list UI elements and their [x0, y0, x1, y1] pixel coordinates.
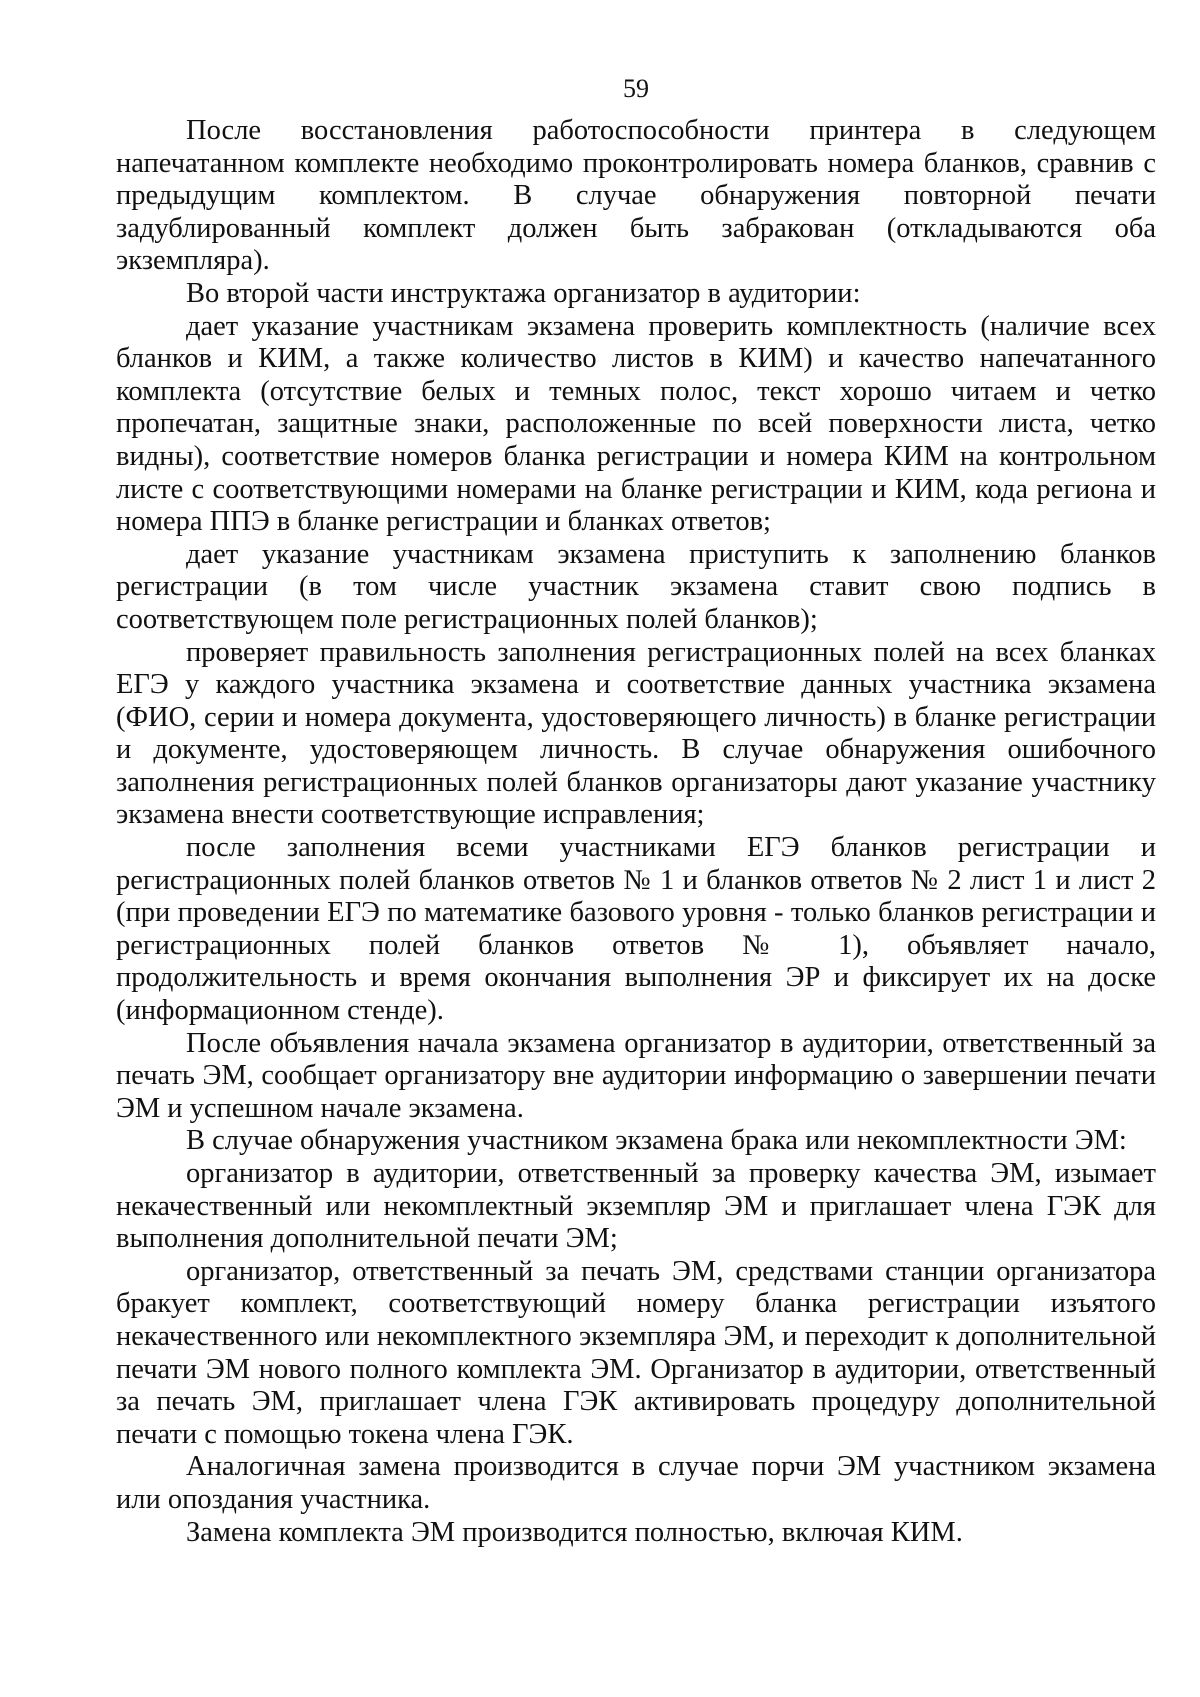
paragraph-verify-fields: проверяет правильность заполнения регистрационных полей на всех бланках ЕГЭ у каждого участника экзамена и соответствие данных участника экзамена (ФИО, серии и номера документа, удостоверяющего личность) в бланке регистрации и документе, удостоверяющем личность. В случае обнаружения ошибочного заполнения регистрационных полей бланков организаторы дают указание участнику экзамена внести соответствующие исправления; — [116, 636, 1156, 831]
paragraph-fill-registration: дает указание участникам экзамена приступить к заполнению бланков регистрации (в том числе участник экзамена ставит свою подпись в соответствующем поле регистрационных полей бланков); — [116, 538, 1156, 635]
paragraph-announce-start: после заполнения всеми участниками ЕГЭ бланков регистрации и регистрационных полей бланков ответов № 1 и бланков ответов № 2 лист 1 и лист 2 (при проведении ЕГЭ по математике базового уровня - только бланков регистрации и регистрационных полей бланков ответов № 1), объявляет начало, продолжительность и время окончания выполнения ЭР и фиксирует их на доске (информационном стенде). — [116, 832, 1156, 1027]
paragraph-full-replacement: Замена комплекта ЭМ производится полностью, включая КИМ. — [186, 1516, 963, 1548]
paragraph-report-start: После объявления начала экзамена организатор в аудитории, ответственный за печать ЭМ, сообщает организатору вне аудитории информацию о завершении печати ЭМ и успешном начале экзамена. — [116, 1027, 1156, 1124]
paragraph-briefing-second-part: Во второй части инструктажа организатор в аудитории: — [186, 277, 861, 309]
paragraph-defect-detected: В случае обнаружения участником экзамена брака или некомплектности ЭМ: — [186, 1125, 1127, 1157]
paragraph-quality-organizer: организатор в аудитории, ответственный за проверку качества ЭМ, изымает некачественный или некомплектный экземпляр ЭМ и приглашает члена ГЭК для выполнения дополнительной печати ЭМ; — [116, 1158, 1156, 1255]
paragraph-similar-replacement: Аналогичная замена производится в случае порчи ЭМ участником экзамена или опоздания участника. — [116, 1451, 1156, 1515]
page-number: 59 — [623, 74, 649, 103]
paragraph-check-completeness: дает указание участникам экзамена проверить комплектность (наличие всех бланков и КИМ, а также количество листов в КИМ) и качество напечатанного комплекта (отсутствие белых и темных полос, текст хорошо читаем и четко пропечатан, защитные знаки, расположенные по всей поверхности листа, четко видны), соответствие номеров бланка регистрации и номера КИМ на контрольном листе с соответствующими номерами на бланке регистрации и КИМ, кода региона и номера ППЭ в бланке регистрации и бланках ответов; — [116, 310, 1156, 538]
document-body — [116, 115, 1156, 1549]
paragraph-printer-recovery: После восстановления работоспособности принтера в следующем напечатанном комплекте необходимо проконтролировать номера бланков, сравнив с предыдущим комплектом. В случае обнаружения повторной печати задублированный комплект должен быть забракован (откладываются оба экземпляра). — [116, 115, 1156, 277]
paragraph-print-organizer: организатор, ответственный за печать ЭМ, средствами станции организатора бракует комплект, соответствующий номеру бланка регистрации изъятого некачественного или некомплектного экземпляра ЭМ, и переходит к дополнительной печати ЭМ нового полного комплекта ЭМ. Организатор в аудитории, ответственный за печать ЭМ, приглашает члена ГЭК активировать процедуру дополнительной печати с помощью токена члена ГЭК. — [116, 1255, 1156, 1450]
